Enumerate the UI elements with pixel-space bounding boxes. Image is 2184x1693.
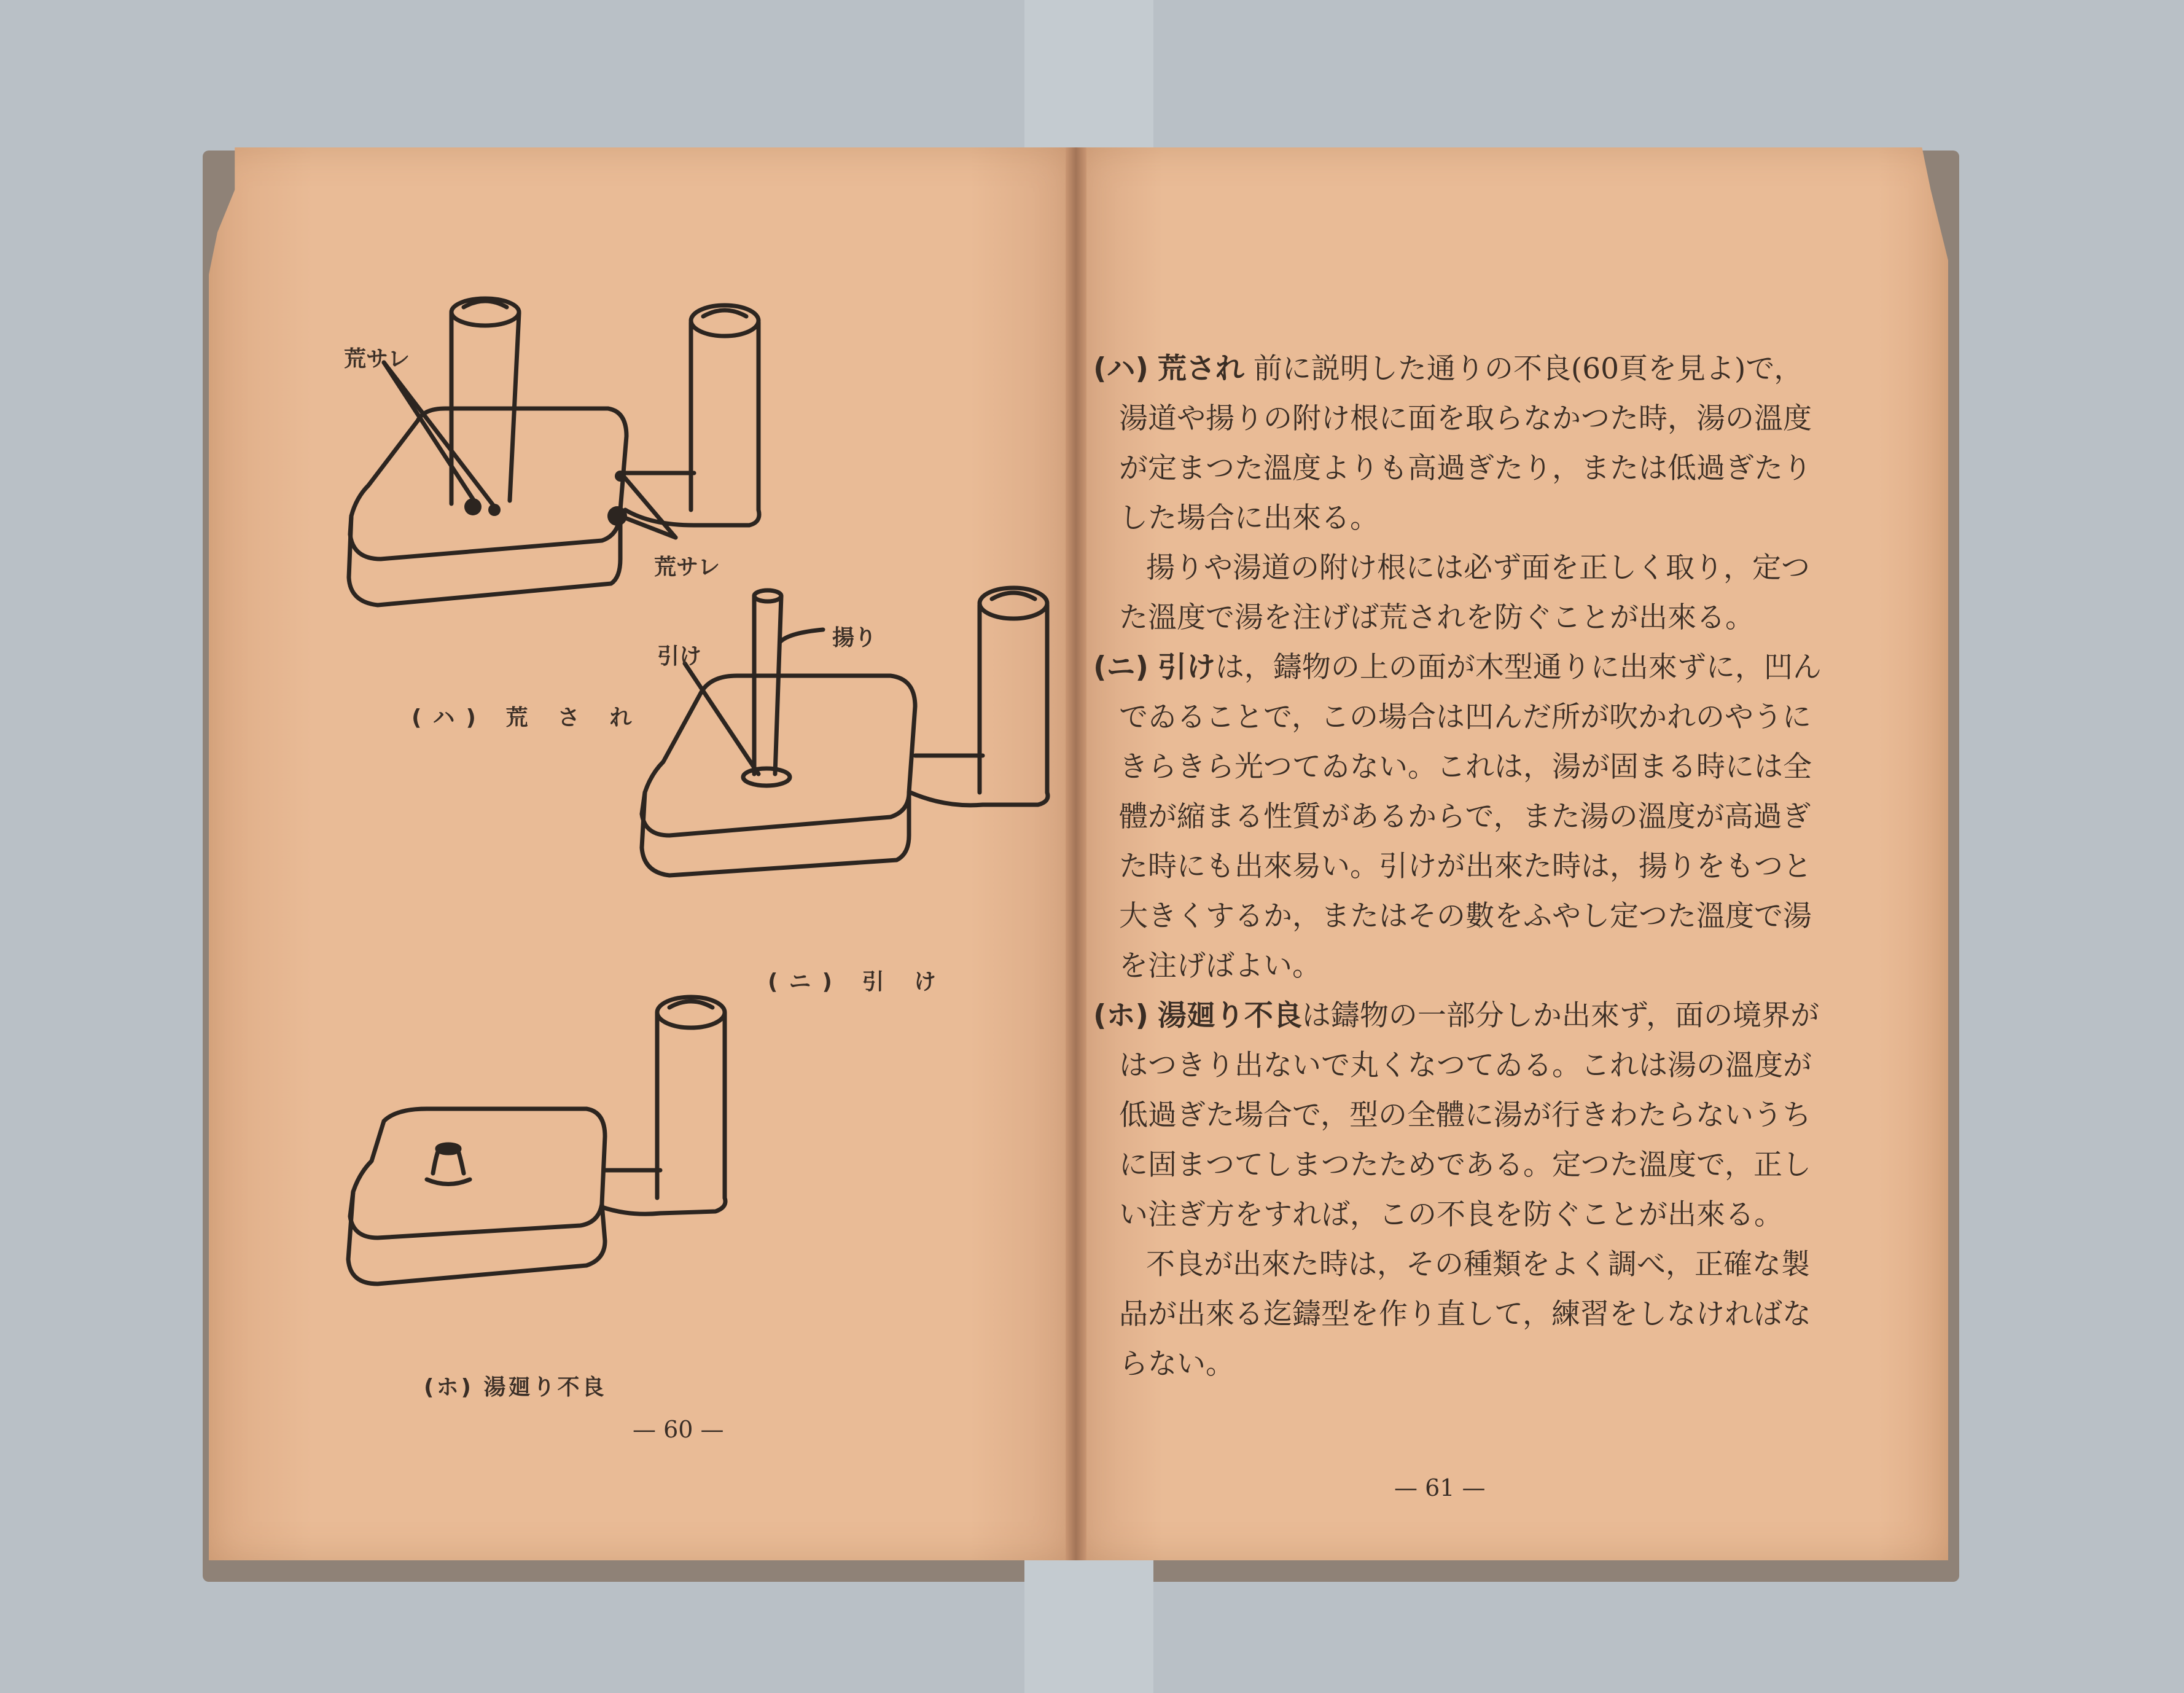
paragraph-yumawari-furyo <box>1093 991 1830 1240</box>
figure-yumawari-drawing <box>341 995 740 1339</box>
label-arasare-1: 荒サレ <box>344 346 410 372</box>
page-number-left: — 60 — <box>633 1416 724 1443</box>
paragraph-text: は，鑄物の上の面が木型通りに出來ずに，凹んでゐることで，この場合は凹んだ所が吹かれのやうにきらきら光つてゐない。これは，湯が固まる時には全體が縮まる性質があるからで，また湯の溫度が高過ぎた時にも出來易い。引けが出來た時は，揚りをもつと大きくするか，またはその數をふやし定つた溫度で湯を注げばよい。 <box>1119 651 1822 983</box>
label-agari: 揚り <box>832 625 877 651</box>
section-label-ha: (ハ) <box>1093 352 1149 386</box>
page-number-right: — 61 — <box>1394 1474 1486 1501</box>
paragraph-text: 揚りや湯道の附け根には必ず面を正しく取り，定つた溫度で湯を注げば荒されを防ぐことが出來る。 <box>1119 551 1810 635</box>
paragraph-text: は鑄物の一部分しか出來ず，面の境界がはつきり出ないで丸くなつてゐる。これは湯の溫度が低過ぎた場合で，型の全體に湯が行きわたらないうちに固まつてしまつたためである。定つた溫度で，正しい注ぎ方をすれば，この不良を防ぐことが出來る。 <box>1119 999 1820 1232</box>
term-arasare: 荒され <box>1157 352 1244 386</box>
label-hike: 引け <box>657 644 702 669</box>
figure-yumawari-furyo <box>341 995 740 1339</box>
section-label-ni: (ニ) <box>1093 651 1149 684</box>
term-hike: 引け <box>1157 651 1215 684</box>
paragraph-conclusion <box>1093 1240 1830 1389</box>
paragraph-hike <box>1093 643 1830 991</box>
label-arasare-2: 荒サレ <box>654 555 720 580</box>
caption-arasare: (ハ) 荒 さ れ <box>411 705 643 730</box>
paragraph-text: 不良が出來た時は，その種類をよく調べ，正確な製品が出來る迄鑄型を作り直して，練習をしなければならない。 <box>1119 1248 1812 1381</box>
term-yumawari-furyo: 湯廻り不良 <box>1157 999 1302 1033</box>
right-page-body <box>1093 344 1830 1389</box>
book-gutter <box>1066 147 1086 1560</box>
paragraph-text: 前に説明した通りの不良(60頁を見よ)で，湯道や揚りの附け根に面を取らなかつた時，湯の溫度が定まつた溫度よりも高過ぎたり，または低過ぎたりした場合に出來る。 <box>1119 352 1812 535</box>
paragraph-arasare-prevention <box>1093 543 1830 643</box>
section-label-ho: (ホ) <box>1093 999 1149 1033</box>
paragraph-arasare <box>1093 344 1830 543</box>
caption-hike: (ニ) 引 け <box>768 969 947 995</box>
caption-yumawari-furyo: (ホ) 湯廻り不良 <box>424 1375 607 1400</box>
